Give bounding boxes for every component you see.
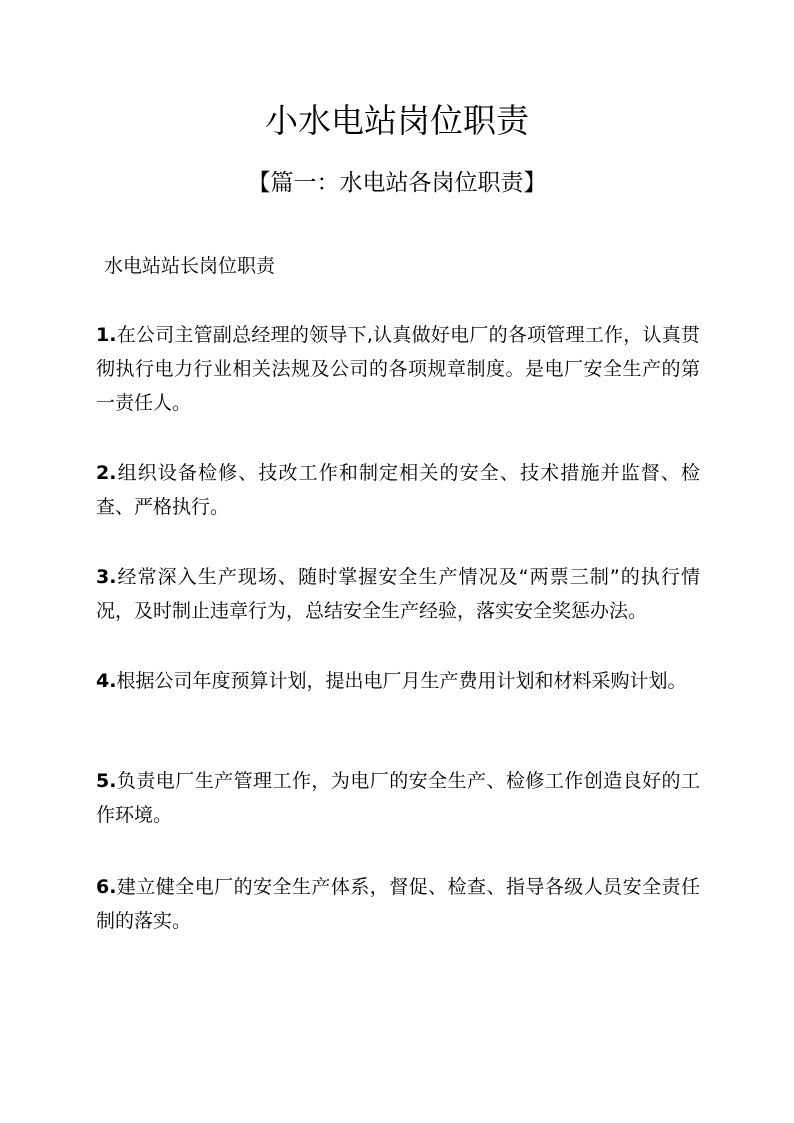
- duty-item-number: 3.: [96, 566, 117, 588]
- section-heading: 水电站站长岗位职责: [104, 255, 276, 277]
- duty-item-number: 2.: [96, 462, 117, 484]
- duty-item-4: [96, 664, 700, 698]
- duty-item-number: 4.: [96, 670, 117, 692]
- duty-item-number: 1.: [96, 324, 117, 346]
- duty-item-text: 经常深入生产现场、随时掌握安全生产情况及“两票三制”的执行情况，及时制止违章行为，总结安全生产经验，落实安全奖惩办法。: [96, 566, 700, 622]
- duty-item-6: [96, 870, 700, 938]
- duty-item-text: 根据公司年度预算计划，提出电厂月生产费用计划和材料采购计划。: [116, 670, 687, 692]
- duty-item-number: 5.: [96, 770, 117, 792]
- duty-item-5: [96, 764, 700, 832]
- duty-item-text: 在公司主管副总经理的领导下,认真做好电厂的各项管理工作，认真贯彻执行电力行业相关法规及公司的各项规章制度。是电厂安全生产的第一责任人。: [96, 324, 700, 414]
- duty-item-text: 建立健全电厂的安全生产体系，督促、检查、指导各级人员安全责任制的落实。: [96, 876, 700, 932]
- document-title: 小水电站岗位职责: [265, 101, 529, 140]
- document-subtitle: 【篇一：水电站各岗位职责】: [247, 170, 547, 196]
- duty-item-2: [96, 456, 700, 524]
- duty-item-number: 6.: [96, 876, 117, 898]
- duty-item-1: [96, 318, 700, 420]
- duty-item-3: [96, 560, 700, 628]
- duty-item-text: 负责电厂生产管理工作，为电厂的安全生产、检修工作创造良好的工作环境。: [96, 770, 700, 826]
- duty-item-text: 组织设备检修、技改工作和制定相关的安全、技术措施并监督、检查、严格执行。: [96, 462, 700, 518]
